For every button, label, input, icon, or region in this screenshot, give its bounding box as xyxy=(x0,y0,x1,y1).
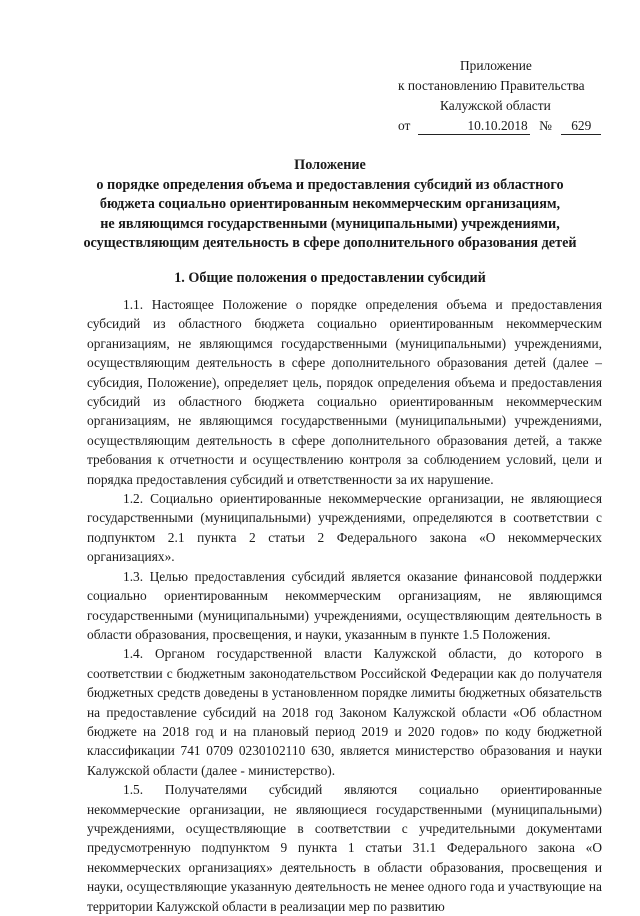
paragraph-1-1: 1.1. Настоящее Положение о порядке определения объема и предоставления субсидий из областного бюджета социально ориентированным некоммерческим организациям, не являющимся государственными (муниципальными) учреждениями, осуществляющим деятельность в сфере дополнительного образования детей (далее – субсидия, Положение), определяет цель, порядок определения объема и предоставления субсидий из областного бюджета социально ориентированным некоммерческим организациям, не являющимся государственными (муниципальными) учреждениями, осуществляющим деятельность в сфере дополнительного образования детей, а также требования к отчетности и осуществлению контроля за соблюдением условий, цели и порядка предоставления субсидий и ответственности за их нарушение. xyxy=(87,297,602,487)
section-heading: 1. Общие положения о предоставлении субсидий xyxy=(174,270,486,286)
paragraph-1-2: 1.2. Социально ориентированные некоммерческие организации, не являющиеся государственными (муниципальными) учреждениями, определяются в соответствии с подпунктом 2.1 пункта 2 статьи 2 Федерального закона «О некоммерческих организациях». xyxy=(87,491,602,565)
appendix-block xyxy=(398,56,618,136)
title-line-3: бюджета социально ориентированным некоммерческим организациям, xyxy=(99,196,561,212)
appendix-region: Калужской области xyxy=(440,98,551,113)
from-label: от xyxy=(398,118,411,133)
title-line-4: не являющимся государственными (муниципальными) учреждениями, xyxy=(100,215,560,232)
number-sign: № xyxy=(539,118,552,133)
title-line-1: Положение xyxy=(294,157,366,173)
paragraph-1-4: 1.4. Органом государственной власти Калужской области, до которого в соответствии с бюджетным законодательством Российской Федерации как до получателя бюджетных средств доведены в установленном порядке лимиты бюджетных обязательств на предоставление субсидий на 2018 год Законом Калужской области «Об областном бюджете на 2018 год и на плановый период 2019 и 2020 годов» по коду бюджетной классификации 741 0709 0230102110 630, является министерство образования и науки Калужской области (далее - министерство). xyxy=(87,646,602,778)
appendix-reference: к постановлению Правительства xyxy=(398,78,585,93)
decree-date: 10.10.2018 xyxy=(418,118,530,135)
paragraph-1-5: 1.5. Получателями субсидий являются социально ориентированные некоммерческие организации, не являющиеся государственными (муниципальными) учреждениями, осуществляющие в соответствии с учредительными документами предусмотренную подпунктом 9 пункта 1 статьи 31.1 Федерального закона «О некоммерческих организациях» деятельность в области образования, просвещения и науки, осуществляющие указанную деятельность не менее одного года и участвующие на территории Калужской области в реализации мер по развитию xyxy=(87,782,602,914)
title-line-2: о порядке определения объема и предоставления субсидий из областного xyxy=(96,176,564,193)
paragraph-1-3: 1.3. Целью предоставления субсидий является оказание финансовой поддержки социально ориентированным некоммерческим организациям, не являющимся государственными (муниципальными) учреждениями, осуществляющим деятельность в области образования, просвещения, и науки, указанным в пункте 1.5 Положения. xyxy=(87,568,602,642)
appendix-date-number xyxy=(398,116,618,136)
appendix-title: Приложение xyxy=(460,58,532,73)
document-body xyxy=(87,295,602,916)
title-line-5: осуществляющим деятельность в сфере дополнительного образования детей xyxy=(83,235,577,251)
decree-number: 629 xyxy=(561,118,601,135)
document-title xyxy=(70,156,590,254)
